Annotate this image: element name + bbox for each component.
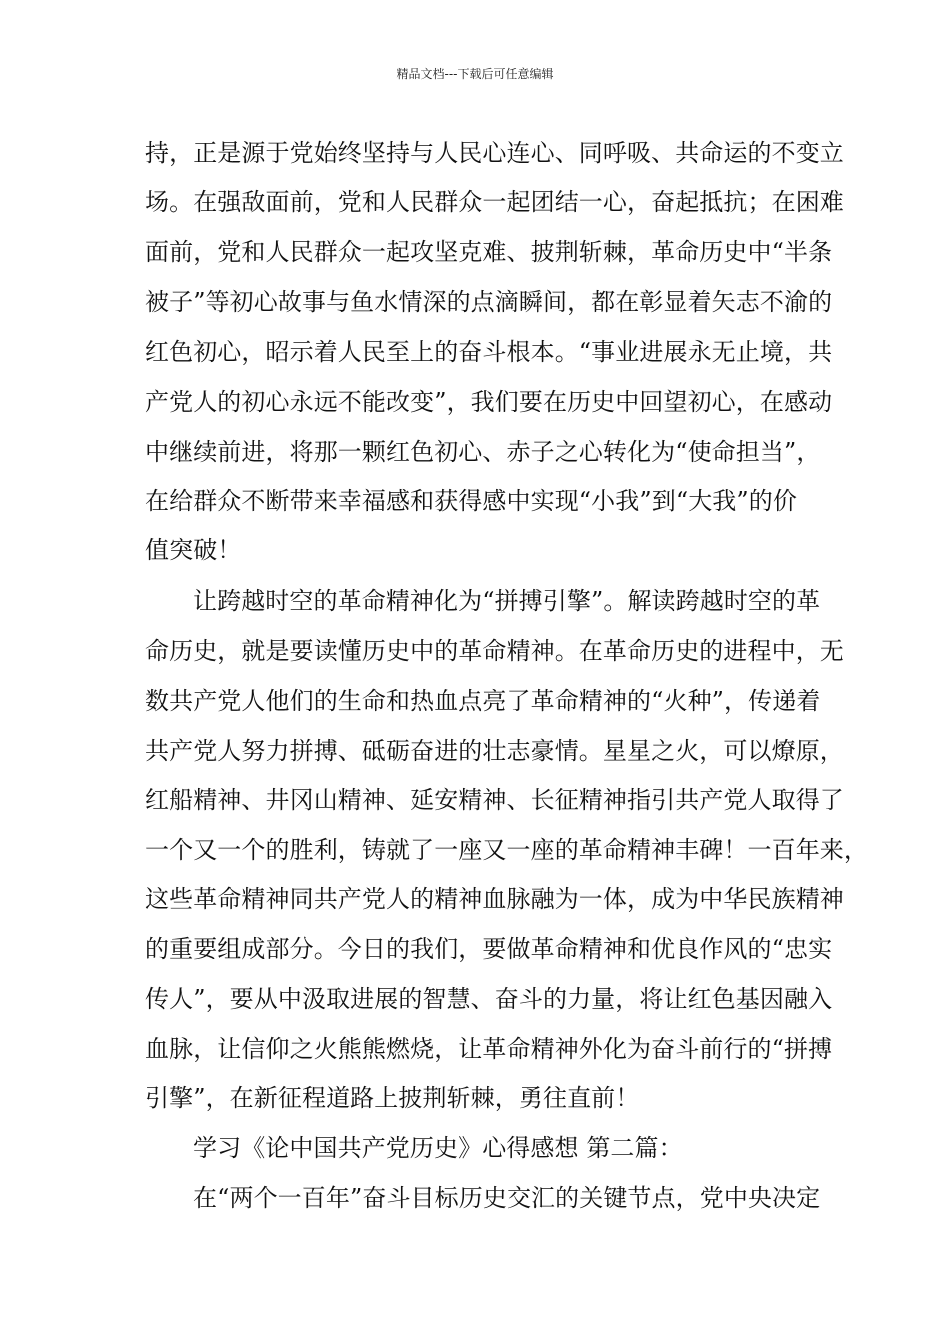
body-line: 被子”等初心故事与鱼水情深的点滴瞬间，都在彰显着矢志不渝的 xyxy=(145,288,833,316)
page-header: 精品文档---下载后可任意编辑 xyxy=(396,67,554,81)
body-line: 共产党人努力拼搏、砥砺奋进的壮志豪情。星星之火，可以燎原， xyxy=(145,737,844,765)
body-line: 引擎”，在新征程道路上披荆斩棘，勇往直前！ xyxy=(145,1084,640,1112)
body-line: 红色初心，昭示着人民至上的奋斗根本。“事业进展永无止境，共 xyxy=(145,338,833,366)
body-line: 传人”，要从中汲取进展的智慧、奋斗的力量，将让红色基因融入 xyxy=(145,985,833,1013)
body-line: 面前，党和人民群众一起攻坚克难、披荆斩棘，革命历史中“半条 xyxy=(145,238,833,266)
body-line: 持，正是源于党始终坚持与人民心连心、同呼吸、共命运的不变立 xyxy=(145,139,844,167)
paragraph-first-line: 在“两个一百年”奋斗目标历史交汇的关键节点，党中央决定 xyxy=(193,1184,821,1212)
section-heading: 学习《论中国共产党历史》心得感想 第二篇： xyxy=(193,1134,683,1162)
body-line: 一个又一个的胜利，铸就了一座又一座的革命精神丰碑！一百年来， xyxy=(145,836,868,864)
body-line: 中继续前进，将那一颗红色初心、赤子之心转化为“使命担当”， xyxy=(145,438,821,466)
body-line: 产党人的初心永远不能改变”，我们要在历史中回望初心，在感动 xyxy=(145,388,833,416)
body-line: 命历史，就是要读懂历史中的革命精神。在革命历史的进程中，无 xyxy=(145,637,844,665)
body-line: 在给群众不断带来幸福感和获得感中实现“小我”到“大我”的价 xyxy=(145,487,797,515)
body-line: 数共产党人他们的生命和热血点亮了革命精神的“火种”，传递着 xyxy=(145,687,821,715)
body-line: 值突破！ xyxy=(145,536,242,564)
body-line: 场。在强敌面前，党和人民群众一起团结一心，奋起抵抗；在困难 xyxy=(145,188,844,216)
body-line: 红船精神、井冈山精神、延安精神、长征精神指引共产党人取得了 xyxy=(145,786,844,814)
body-line: 这些革命精神同共产党人的精神血脉融为一体，成为中华民族精神 xyxy=(145,885,844,913)
paragraph-first-line: 让跨越时空的革命精神化为“拼搏引擎”。解读跨越时空的革 xyxy=(193,587,821,615)
body-line: 的重要组成部分。今日的我们，要做革命精神和优良作风的“忠实 xyxy=(145,935,833,963)
body-line: 血脉，让信仰之火熊熊燃烧，让革命精神外化为奋斗前行的“拼搏 xyxy=(145,1035,833,1063)
